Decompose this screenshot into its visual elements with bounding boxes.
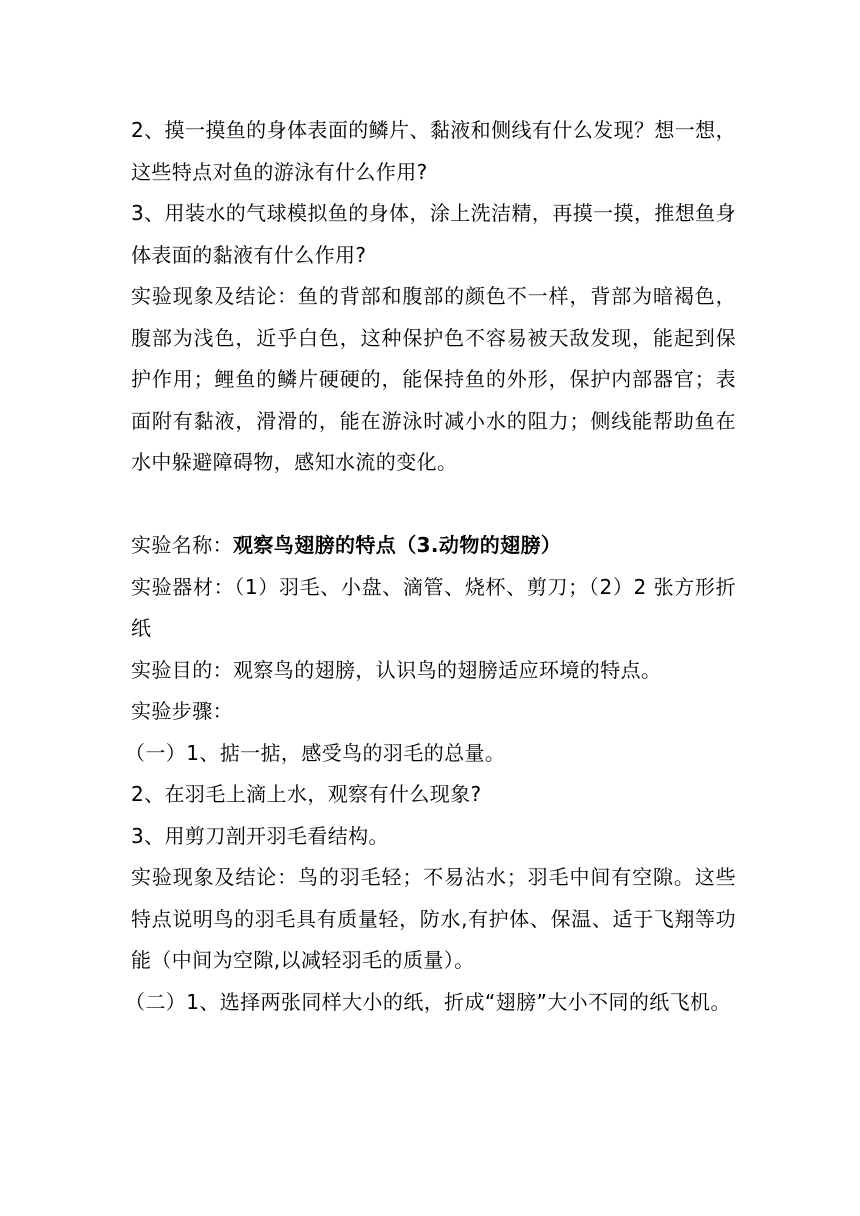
bird-part1-step-3: 3、用剪刀剖开羽毛看结构。 <box>131 823 389 848</box>
section-spacer <box>131 484 736 526</box>
bird-part1-conclusion: 实验现象及结论：鸟的羽毛轻；不易沾水；羽毛中间有空隙。这些特点说明鸟的羽毛具有质量轻，防水,有护体、保温、适于飞翔等功能（中间为空隙,以减轻羽毛的质量）。 <box>131 865 736 972</box>
bird-purpose: 实验目的：观察鸟的翅膀，认识鸟的翅膀适应环境的特点。 <box>131 657 662 682</box>
bird-part1-step-2: 2、在羽毛上滴上水，观察有什么现象? <box>131 782 482 806</box>
bird-part1-step-1: （一）1、掂一掂，感受鸟的羽毛的总量。 <box>125 740 506 765</box>
experiment-name-value: 观察鸟翅膀的特点（3.动物的翅膀） <box>233 533 562 557</box>
fish-step-3: 3、用装水的气球模拟鱼的身体，涂上洗洁精，再摸一摸，推想鱼身体表面的黏液有什么作用? <box>131 201 736 267</box>
experiment-name-label: 实验名称： <box>131 533 233 557</box>
bird-materials: 实验器材：（1）羽毛、小盘、滴管、烧杯、剪刀；（2）2 张方形折纸 <box>131 574 736 640</box>
fish-step-2: 2、摸一摸鱼的身体表面的鳞片、黏液和侧线有什么发现？想一想，这些特点对鱼的游泳有什么作用? <box>131 118 736 184</box>
document-body <box>125 110 736 1023</box>
bird-part2-step-1: （二）1、选择两张同样大小的纸，折成“翅膀”大小不同的纸飞机。 <box>125 989 731 1014</box>
bird-steps-label: 实验步骤： <box>131 699 233 723</box>
bird-experiment-name <box>131 525 736 567</box>
fish-conclusion: 实验现象及结论：鱼的背部和腹部的颜色不一样，背部为暗褐色，腹部为浅色，近乎白色，这种保护色不容易被天敌发现，能起到保护作用；鲤鱼的鳞片硬硬的，能保持鱼的外形，保护内部器官；表面附有黏液，滑滑的，能在游泳时减小水的阻力；侧线能帮助鱼在水中躲避障碍物，感知水流的变化。 <box>131 284 736 474</box>
